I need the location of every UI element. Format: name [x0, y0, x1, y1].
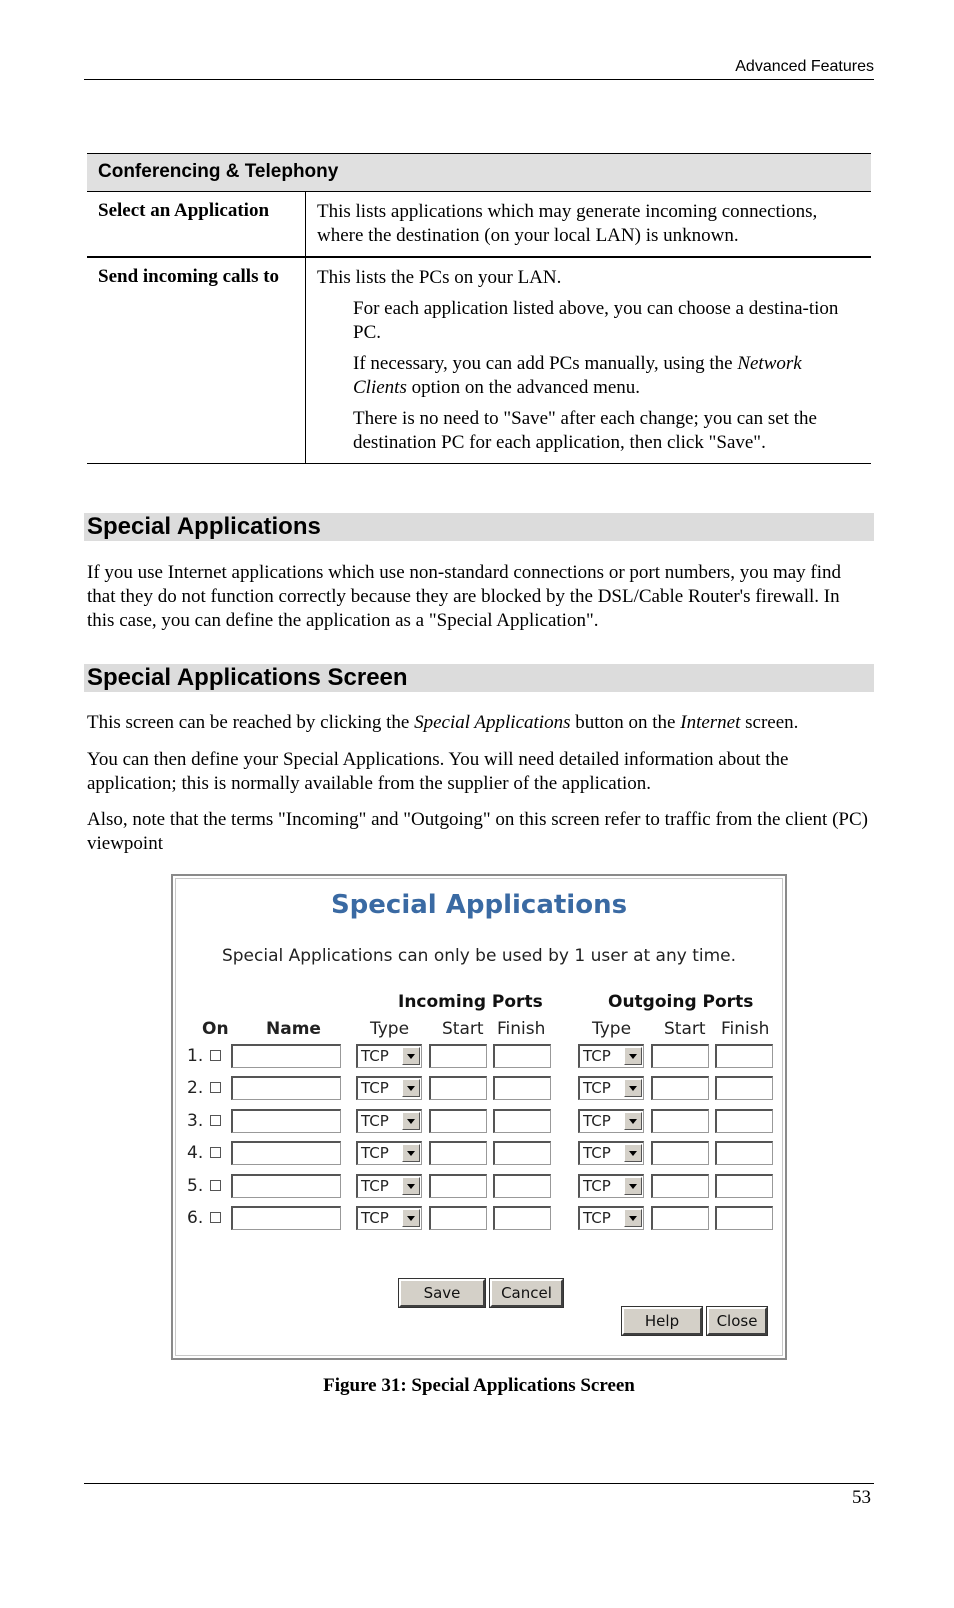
outgoing-start-input[interactable]	[651, 1174, 709, 1198]
outgoing-start-input[interactable]	[651, 1109, 709, 1133]
text-em: Special Applications	[414, 712, 571, 733]
chevron-down-icon[interactable]	[402, 1112, 420, 1130]
outgoing-finish-input[interactable]	[715, 1076, 773, 1100]
screen-note: Special Applications can only be used by 1 user at any time.	[221, 946, 737, 966]
row-number: 4.	[187, 1143, 204, 1164]
outgoing-type-value: TCP	[583, 1047, 611, 1065]
desc-text: For each application listed above, you can choose a destina-tion PC.	[353, 298, 839, 343]
app-row	[173, 1141, 785, 1167]
outgoing-type-value: TCP	[583, 1209, 611, 1227]
outgoing-type-select[interactable]	[578, 1109, 644, 1133]
cancel-button[interactable]: Cancel	[490, 1279, 563, 1307]
name-input[interactable]	[231, 1076, 341, 1100]
incoming-type-select[interactable]	[356, 1044, 422, 1068]
chevron-down-icon[interactable]	[624, 1144, 642, 1162]
table-term: Select an Application	[87, 192, 306, 258]
screen-title: Special Applications	[330, 890, 628, 920]
outgoing-start-input[interactable]	[651, 1044, 709, 1068]
outgoing-type-select[interactable]	[578, 1174, 644, 1198]
chevron-down-icon[interactable]	[402, 1144, 420, 1162]
table-desc	[306, 257, 872, 464]
name-input[interactable]	[231, 1141, 341, 1165]
incoming-type-select[interactable]	[356, 1109, 422, 1133]
table-title: Conferencing & Telephony	[87, 154, 871, 192]
desc-nc-post: option on the advanced menu.	[406, 377, 641, 398]
network-clients-em: Network Clients	[353, 353, 802, 398]
col-out-finish: Finish	[721, 1019, 770, 1039]
chevron-down-icon[interactable]	[402, 1079, 420, 1097]
outgoing-type-select[interactable]	[578, 1206, 644, 1230]
incoming-finish-input[interactable]	[493, 1044, 551, 1068]
incoming-finish-input[interactable]	[493, 1141, 551, 1165]
section-heading: Special Applications	[84, 513, 874, 541]
outgoing-finish-input[interactable]	[715, 1141, 773, 1165]
desc-text	[353, 352, 860, 400]
chevron-down-icon[interactable]	[402, 1177, 420, 1195]
desc-text: There is no need to "Save" after each change; you can set the destination PC for each application, then click "Save".	[353, 408, 817, 453]
chevron-down-icon[interactable]	[624, 1079, 642, 1097]
outgoing-type-select[interactable]	[578, 1141, 644, 1165]
figure-caption: Figure 31: Special Applications Screen	[323, 1375, 635, 1396]
text-run: button on the	[570, 712, 681, 733]
incoming-type-value: TCP	[361, 1176, 389, 1195]
name-input[interactable]	[231, 1174, 341, 1198]
incoming-ports-label: Incoming Ports	[398, 992, 543, 1012]
outgoing-finish-input[interactable]	[715, 1109, 773, 1133]
section-heading: Special Applications Screen	[84, 664, 874, 692]
chevron-down-icon[interactable]	[402, 1047, 420, 1065]
row-number: 3.	[187, 1110, 204, 1131]
section-paragraph: If you use Internet applications which use non-standard connections or port numbers, you may find that they do not function correctly because they are blocked by the DSL/Cable Router's firewall. In this case, you can define the application as a "Special Application".	[87, 562, 842, 631]
incoming-type-value: TCP	[361, 1144, 389, 1163]
outgoing-type-value: TCP	[583, 1079, 611, 1098]
page-number: 53	[852, 1487, 871, 1508]
outgoing-finish-input[interactable]	[715, 1174, 773, 1198]
incoming-type-value: TCP	[361, 1111, 389, 1130]
header-rule	[84, 79, 874, 80]
desc-text: This lists applications which may generate incoming connections, where the destination (on your local LAN) is unknown.	[317, 201, 818, 246]
incoming-type-select[interactable]	[356, 1076, 422, 1100]
chevron-down-icon[interactable]	[624, 1047, 642, 1065]
app-row	[173, 1076, 785, 1102]
chevron-down-icon[interactable]	[624, 1177, 642, 1195]
outgoing-type-select[interactable]	[578, 1076, 644, 1100]
enable-checkbox[interactable]	[210, 1082, 221, 1093]
outgoing-type-select[interactable]	[578, 1044, 644, 1068]
app-row	[173, 1109, 785, 1135]
app-row	[173, 1044, 785, 1070]
incoming-finish-input[interactable]	[493, 1109, 551, 1133]
text-em: Internet	[680, 712, 741, 733]
name-input[interactable]	[231, 1109, 341, 1133]
enable-checkbox[interactable]	[210, 1212, 221, 1223]
special-applications-screenshot	[171, 874, 787, 1360]
text-run: This screen can be reached by clicking the	[87, 712, 415, 733]
table-row	[87, 192, 871, 258]
col-in-finish: Finish	[497, 1019, 546, 1039]
app-row	[173, 1174, 785, 1200]
table-term: Send incoming calls to	[87, 257, 306, 464]
row-number: 5.	[187, 1175, 204, 1196]
running-head: Advanced Features	[735, 58, 874, 75]
incoming-finish-input[interactable]	[493, 1174, 551, 1198]
outgoing-type-value: TCP	[583, 1144, 611, 1163]
desc-text: This lists the PCs on your LAN.	[317, 267, 562, 288]
incoming-type-select[interactable]	[356, 1206, 422, 1230]
enable-checkbox[interactable]	[210, 1115, 221, 1126]
chevron-down-icon[interactable]	[624, 1112, 642, 1130]
save-button[interactable]: Save	[399, 1279, 485, 1307]
incoming-start-input[interactable]	[429, 1174, 487, 1198]
col-in-type: Type	[370, 1019, 410, 1039]
footer-rule	[84, 1483, 874, 1484]
col-out-start: Start	[664, 1019, 706, 1039]
incoming-type-select[interactable]	[356, 1174, 422, 1198]
chevron-down-icon[interactable]	[624, 1209, 642, 1227]
col-name: Name	[266, 1019, 321, 1039]
outgoing-ports-label: Outgoing Ports	[608, 992, 754, 1012]
col-in-start: Start	[442, 1019, 484, 1039]
row-number: 6.	[187, 1208, 204, 1228]
close-button[interactable]: Close	[707, 1307, 767, 1335]
incoming-type-select[interactable]	[356, 1141, 422, 1165]
col-out-type: Type	[592, 1019, 632, 1039]
chevron-down-icon[interactable]	[402, 1209, 420, 1227]
section-paragraph: You can then define your Special Applications. You will need detailed information about the application; this is normally available from the supplier of the application.	[87, 749, 789, 794]
incoming-finish-input[interactable]	[493, 1206, 551, 1230]
outgoing-start-input[interactable]	[651, 1076, 709, 1100]
incoming-start-input[interactable]	[429, 1076, 487, 1100]
outgoing-type-value: TCP	[583, 1111, 611, 1130]
definition-table	[87, 153, 871, 464]
incoming-start-input[interactable]	[429, 1206, 487, 1230]
outgoing-finish-input[interactable]	[715, 1206, 773, 1230]
name-input[interactable]	[231, 1206, 341, 1230]
name-input[interactable]	[231, 1044, 341, 1068]
section-paragraph	[87, 711, 871, 735]
col-on: On	[202, 1019, 229, 1039]
incoming-start-input[interactable]	[429, 1141, 487, 1165]
enable-checkbox[interactable]	[210, 1050, 221, 1061]
outgoing-start-input[interactable]	[651, 1141, 709, 1165]
row-number: 2.	[187, 1078, 204, 1099]
outgoing-type-value: TCP	[583, 1176, 611, 1195]
table-desc	[306, 192, 872, 258]
table-row	[87, 257, 871, 464]
incoming-type-value: TCP	[361, 1079, 389, 1098]
incoming-type-value: TCP	[361, 1209, 389, 1227]
row-number: 1.	[187, 1046, 204, 1066]
text-run: screen.	[740, 712, 799, 733]
incoming-finish-input[interactable]	[493, 1076, 551, 1100]
incoming-start-input[interactable]	[429, 1044, 487, 1068]
outgoing-start-input[interactable]	[651, 1206, 709, 1230]
outgoing-finish-input[interactable]	[715, 1044, 773, 1068]
section-paragraph: Also, note that the terms "Incoming" and "Outgoing" on this screen refer to traffic from the client (PC) viewpoint	[87, 809, 868, 854]
desc-nc-pre: If necessary, you can add PCs manually, using the	[353, 353, 738, 374]
enable-checkbox[interactable]	[210, 1147, 221, 1158]
help-button[interactable]: Help	[622, 1307, 702, 1335]
enable-checkbox[interactable]	[210, 1180, 221, 1191]
incoming-start-input[interactable]	[429, 1109, 487, 1133]
app-row	[173, 1206, 785, 1232]
incoming-type-value: TCP	[361, 1047, 389, 1065]
